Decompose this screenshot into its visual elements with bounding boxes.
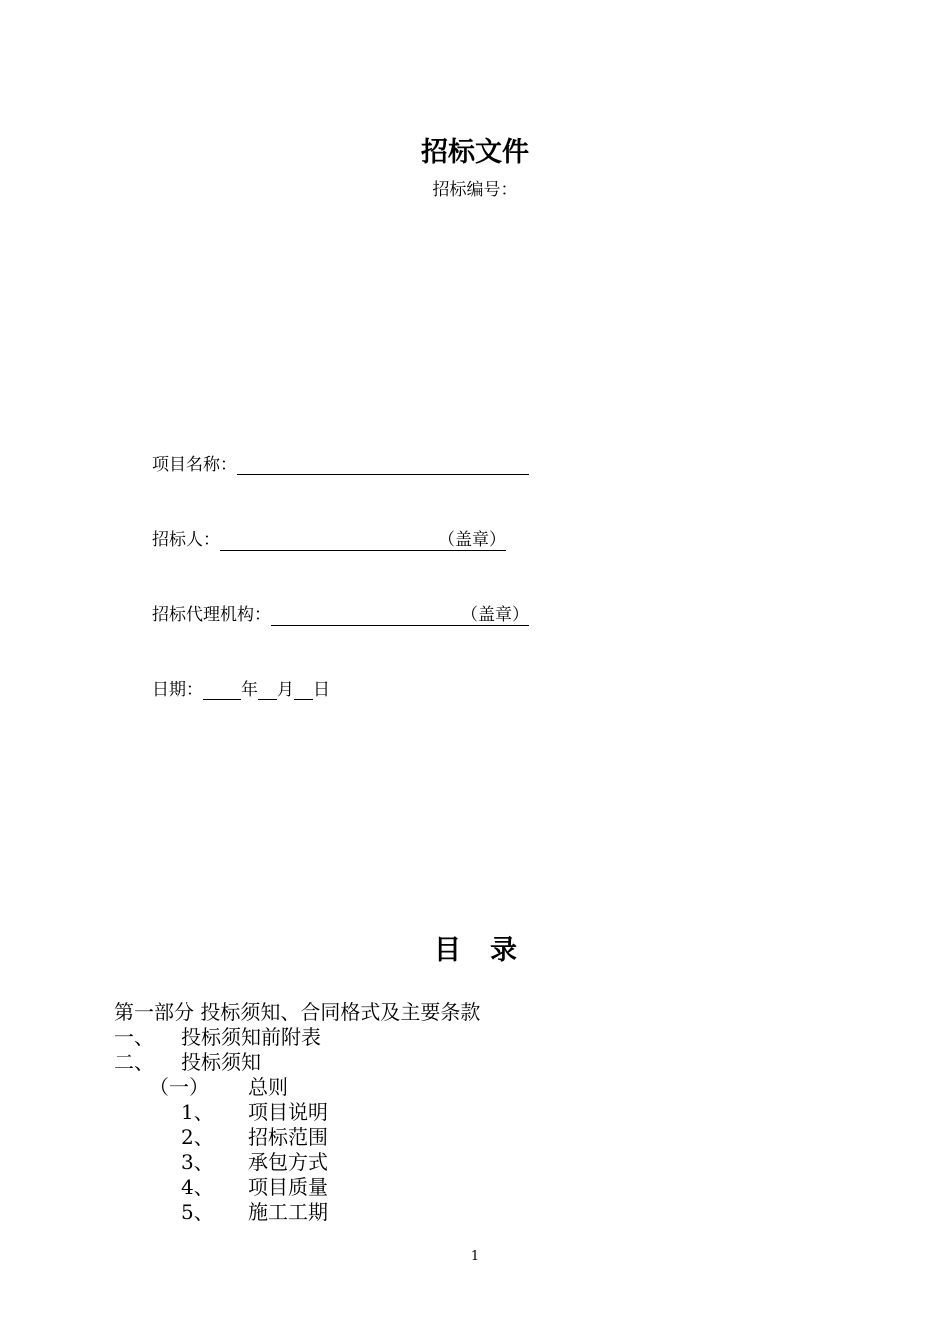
toc-subitem-text: 施工工期 — [248, 1200, 328, 1224]
toc-title-char1: 目 — [434, 935, 461, 966]
toc-subitem-text: 项目说明 — [248, 1100, 328, 1124]
toc-subitem-num: 3、 — [181, 1150, 214, 1174]
agency-seal: （盖章） — [461, 605, 529, 625]
toc-item-num: 二、 — [114, 1050, 154, 1074]
tenderer-blank — [220, 525, 506, 551]
toc-item-text: 投标须知前附表 — [181, 1025, 321, 1049]
tenderer-seal: （盖章） — [438, 530, 506, 550]
month-blank — [258, 682, 277, 700]
agency-field — [152, 600, 529, 626]
toc-part1: 第一部分 投标须知、合同格式及主要条款 — [114, 1000, 481, 1024]
toc-sub-num: （一） — [149, 1075, 209, 1099]
toc-subitem-text: 承包方式 — [248, 1150, 328, 1174]
project-name-field — [152, 450, 529, 475]
day-blank — [294, 682, 313, 700]
project-name-blank — [237, 457, 529, 475]
agency-blank — [271, 600, 529, 626]
toc-item-num: 一、 — [114, 1025, 154, 1049]
tenderer-label: 招标人： — [152, 530, 220, 550]
toc-subitem-num: 2、 — [181, 1125, 214, 1149]
document-title: 招标文件 — [421, 137, 529, 168]
year-blank — [203, 682, 241, 700]
toc-item-text: 投标须知 — [181, 1050, 261, 1074]
agency-label: 招标代理机构： — [152, 605, 271, 625]
tender-number-label: 招标编号： — [432, 180, 518, 200]
toc-subitem-text: 招标范围 — [248, 1125, 328, 1149]
toc-subitem-text: 项目质量 — [248, 1175, 328, 1199]
date-label: 日期： — [152, 680, 203, 700]
toc-subitem-num: 5、 — [181, 1200, 214, 1224]
toc-sub-text: 总则 — [248, 1075, 288, 1099]
date-field — [152, 675, 330, 700]
toc-subitem-num: 1、 — [181, 1100, 214, 1124]
tenderer-field — [152, 525, 506, 551]
toc-subitem-num: 4、 — [181, 1175, 214, 1199]
toc-title-char2: 录 — [490, 935, 517, 966]
day-label: 日 — [313, 680, 330, 700]
project-name-label: 项目名称： — [152, 455, 237, 475]
month-label: 月 — [277, 680, 294, 700]
page-number: 1 — [470, 1249, 480, 1264]
year-label: 年 — [241, 680, 258, 700]
